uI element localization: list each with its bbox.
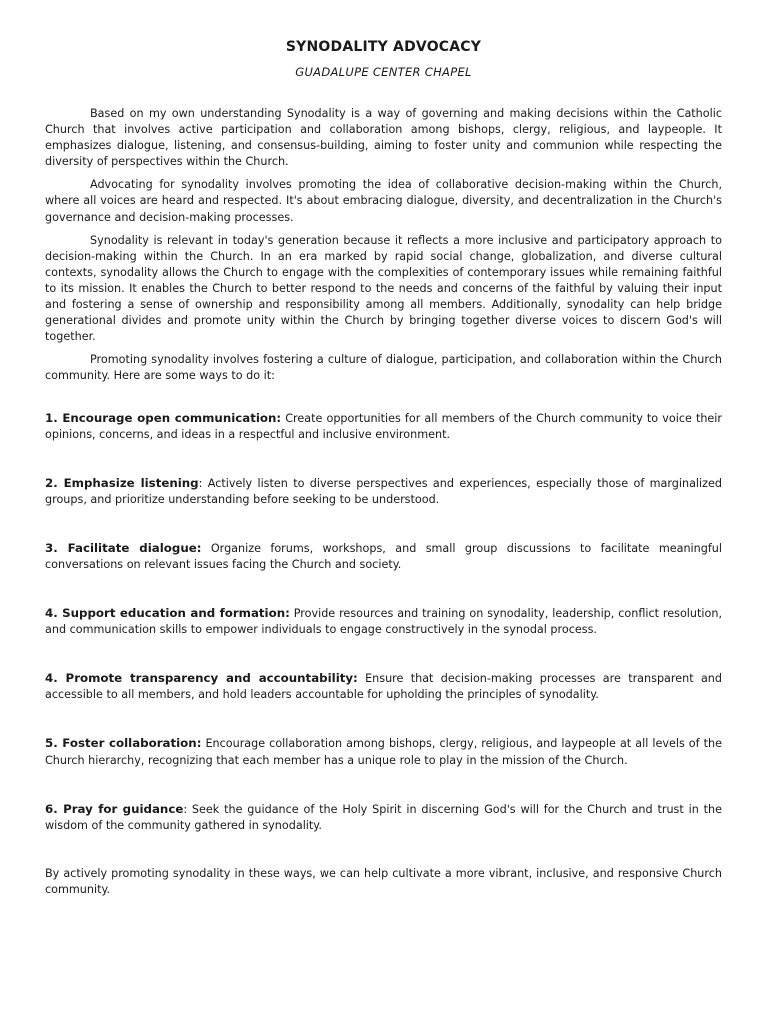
list-item-lead: 1. Encourage open communication: (45, 410, 282, 425)
paragraph-advocacy: Advocating for synodality involves promoting the idea of collaborative decision-making within the Church, where all voices are heard and respected. It's about embracing dialogue, diversity, and decentralization in the Church's governance and decision-making processes. (45, 178, 722, 224)
list-item-text: Encourage collaboration among bishops, clergy, religious, and laypeople at all levels of the Church hierarchy, recognizing that each member has a unique role to play in the mission of the Church. (45, 737, 722, 767)
list-item-text: Provide resources and training on synodality, leadership, conflict resolution, and communication skills to empower individuals to engage constructively in the synodal process. (45, 607, 722, 637)
list-item-text: Create opportunities for all members of the Church community to voice their opinions, concerns, and ideas in a respectful and inclusive environment. (45, 411, 723, 441)
list-item-text: Organize forums, workshops, and small group discussions to facilitate meaningful conversations on relevant issues facing the Church and society. (45, 541, 722, 571)
closing-paragraph: By actively promoting synodality in these ways, we can help cultivate a more vibrant, inclusive, and responsive Church community. (45, 866, 722, 896)
document-title: SYNODALITY ADVOCACY (285, 39, 482, 55)
list-item-lead: 2. Emphasize listening (45, 475, 199, 490)
list-item-text: : Seek the guidance of the Holy Spirit in discerning God's will for the Church and trust in the wisdom of the community gathered in synodality. (45, 802, 722, 832)
paragraph-definition: Based on my own understanding Synodality is a way of governing and making decisions within the Catholic Church that involves active participation and collaboration among bishops, clergy, religious, and laypeople. It emphasizes dialogue, listening, and consensus-building, aiming to foster unity and communion while respecting the diversity of perspectives within the Church. (45, 107, 722, 169)
list-item-lead: 3. Facilitate dialogue: (45, 540, 202, 555)
list-item-lead: 5. Foster collaboration: (45, 736, 202, 751)
list-item-lead: 4. Support education and formation: (45, 606, 290, 621)
list-item-lead: 4. Promote transparency and accountability: (45, 671, 358, 686)
list-item-text: Ensure that decision-making processes are transparent and accessible to all members, and hold leaders accountable for upholding the principles of synodality. (45, 672, 722, 702)
document-subtitle: GUADALUPE CENTER CHAPEL (295, 65, 472, 79)
list-item (45, 475, 722, 508)
list-item (45, 410, 722, 443)
list-item (45, 670, 722, 703)
list-item-text: : Actively listen to diverse perspectives and experiences, especially those of marginalized groups, and prioritize understanding before seeking to be understood. (45, 476, 723, 506)
document-page (45, 38, 722, 909)
list-item (45, 735, 722, 768)
list-item-lead: 6. Pray for guidance (45, 801, 184, 816)
paragraph-promotion: Promoting synodality involves fostering a culture of dialogue, participation, and collaboration within the Church community. Here are some ways to do it: (45, 353, 722, 383)
list-item (45, 605, 722, 638)
list-item (45, 801, 722, 834)
list-item (45, 540, 722, 573)
ways-list (45, 410, 722, 834)
paragraph-relevance: Synodality is relevant in today's generation because it reflects a more inclusive and participatory approach to decision-making within the Church. In an era marked by rapid social change, globalization, and diverse cultural contexts, synodality allows the Church to engage with the complexities of contemporary issues while remaining faithful to its mission. It enables the Church to better respond to the needs and concerns of the faithful by valuing their input and fostering a sense of ownership and responsibility among all members. Additionally, synodality can help bridge generational divides and promote unity within the Church by bringing together diverse voices to discern God's will together. (45, 233, 722, 344)
